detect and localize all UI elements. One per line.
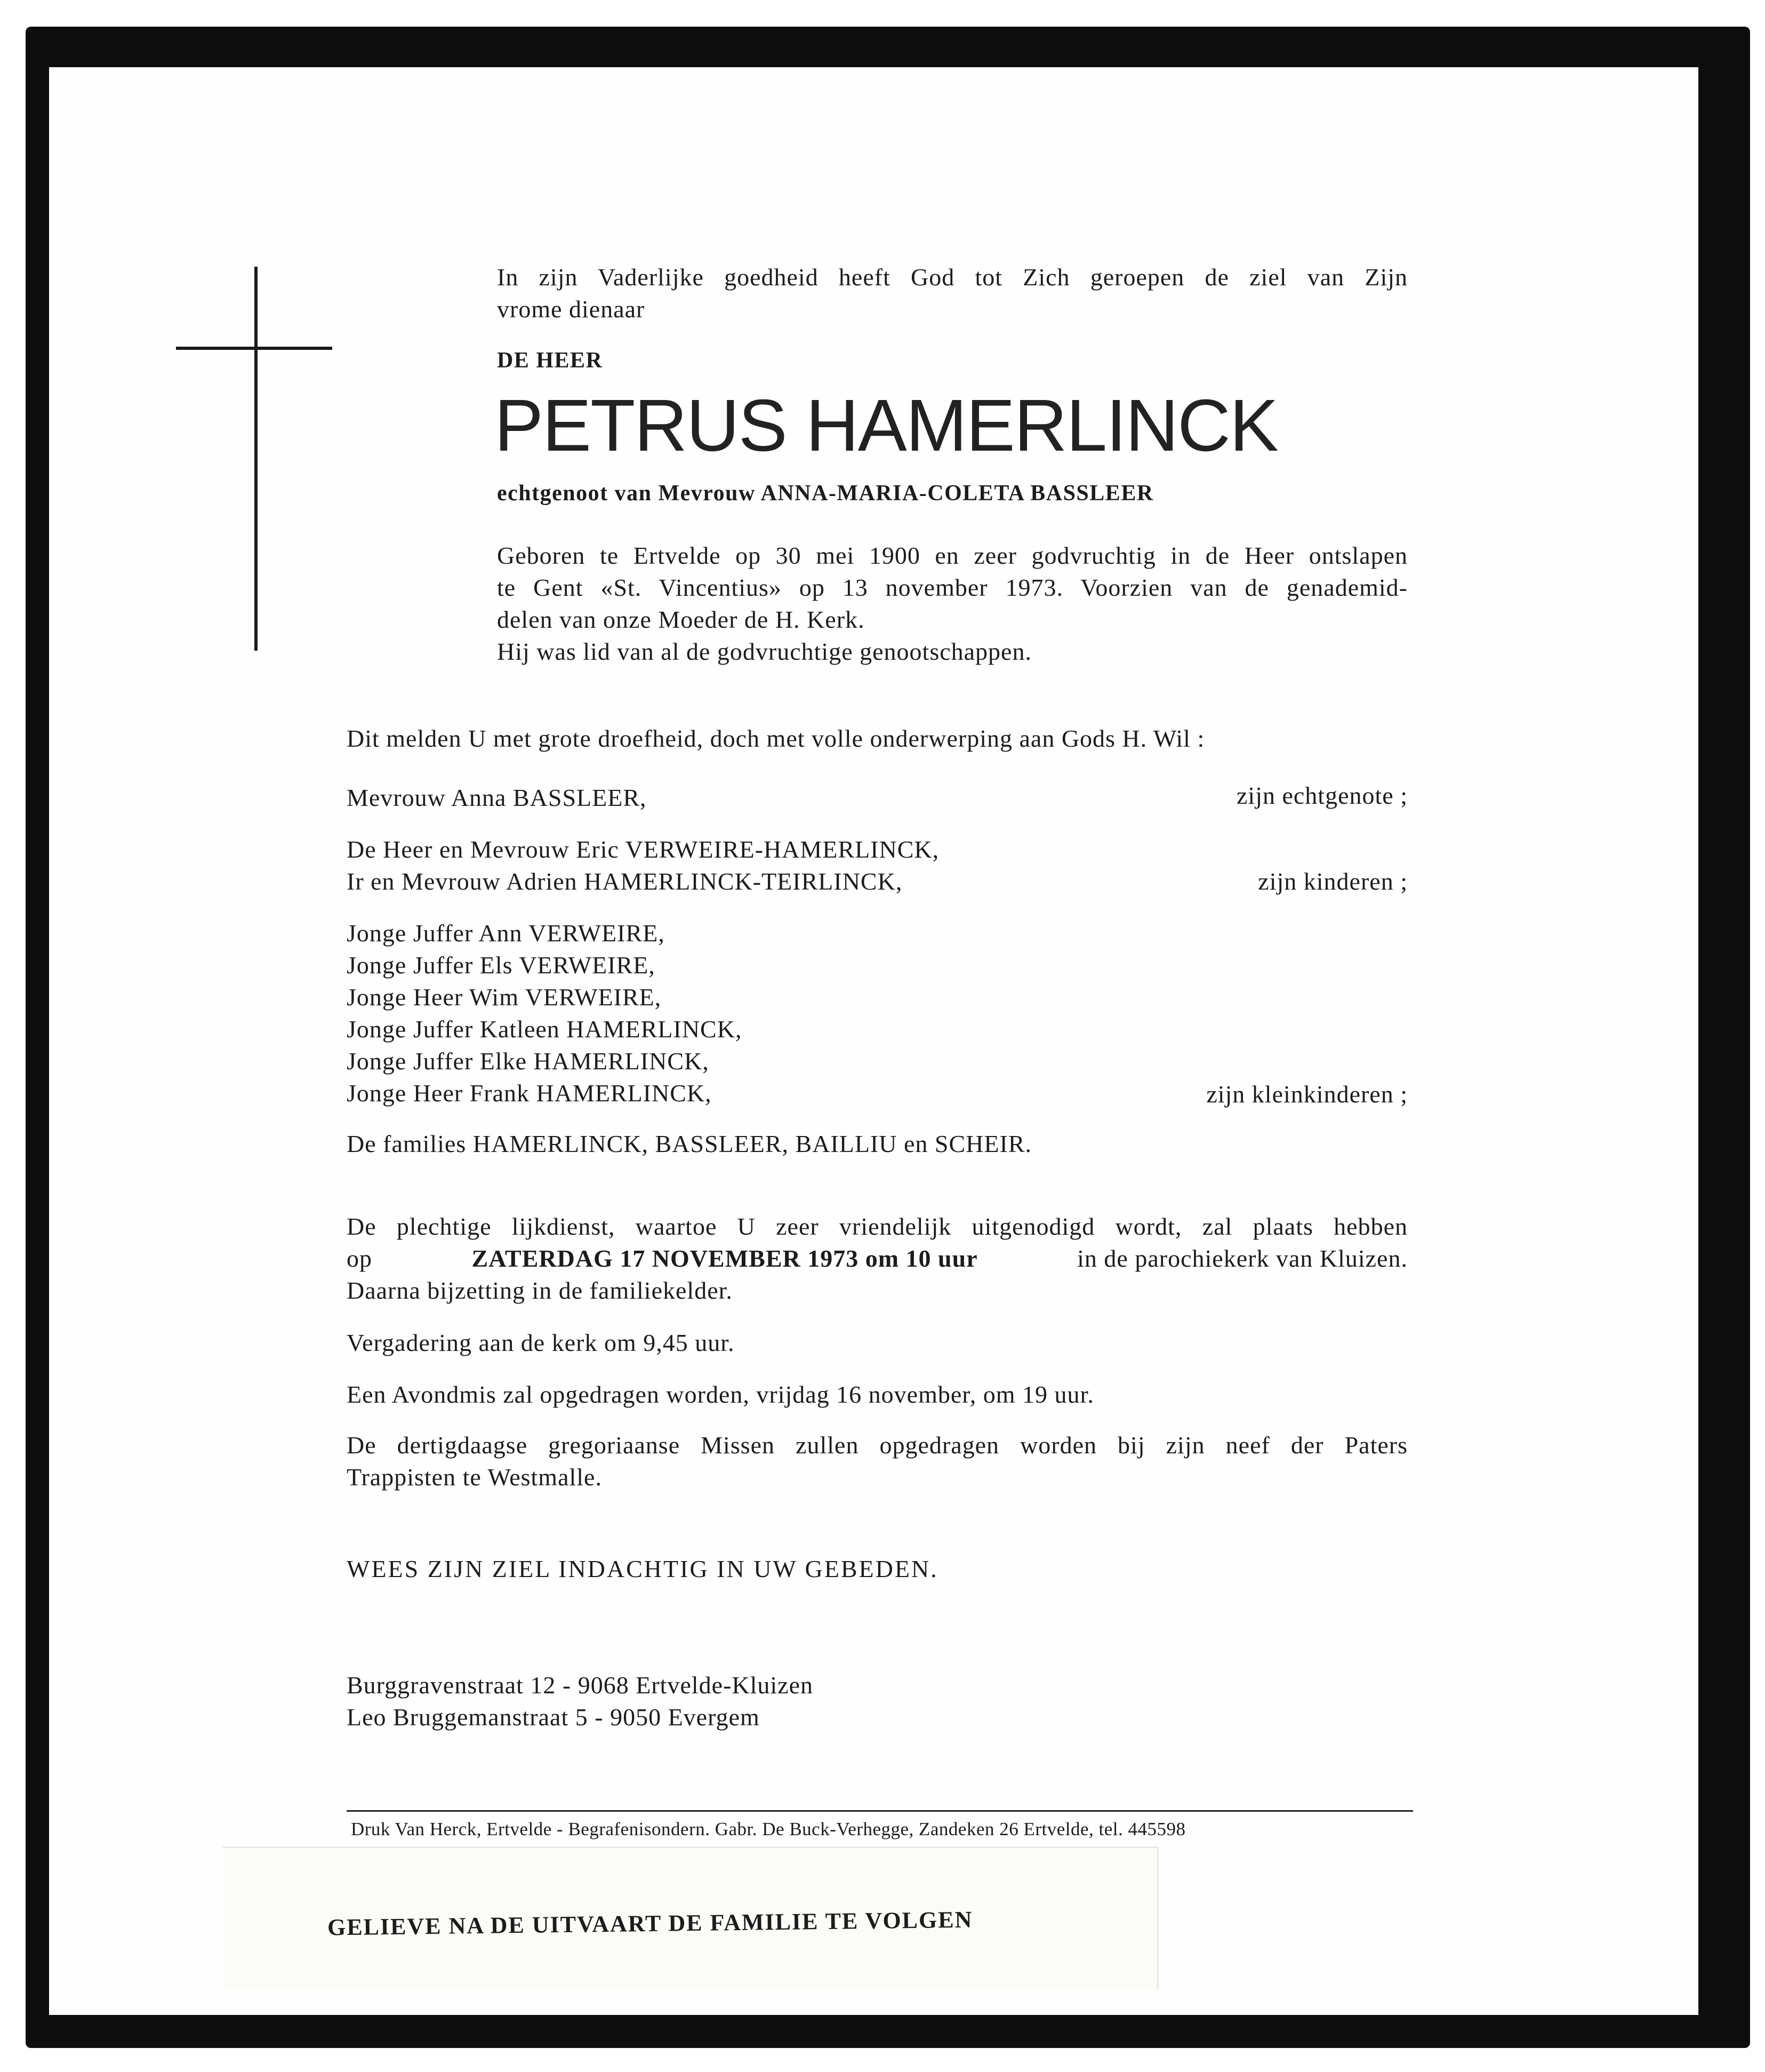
widow: Mevrouw Anna BASSLEER,	[347, 784, 647, 811]
evening-mass: Een Avondmis zal opgedragen worden, vrijdag 16 november, om 19 uur.	[347, 1381, 1094, 1408]
grandchild-3: Jonge Heer Wim VERWEIRE,	[347, 983, 662, 1011]
bio-line-3: delen van onze Moeder de H. Kerk.	[497, 606, 865, 633]
grandchild-5: Jonge Juffer Elke HAMERLINCK,	[347, 1047, 709, 1075]
meeting: Vergadering aan de kerk om 9,45 uur.	[347, 1329, 735, 1356]
families-line: De families HAMERLINCK, BASSLEER, BAILLIU en SCHEIR.	[347, 1130, 1032, 1157]
children-role: zijn kinderen ;	[1258, 868, 1408, 895]
grandchild-4: Jonge Juffer Katleen HAMERLINCK,	[347, 1015, 742, 1043]
masses-line-2: Trappisten te Westmalle.	[347, 1463, 602, 1491]
service-line-2	[347, 1243, 1408, 1275]
intro-line-1: In zijn Vaderlijke goedheid heeft God tot Zich geroepen de ziel van Zijn	[497, 263, 1408, 291]
grandchildren-role: zijn kleinkinderen ;	[1206, 1081, 1408, 1108]
widow-role: zijn echtgenote ;	[1237, 782, 1408, 809]
announcement: Dit melden U met grote droefheid, doch met volle onderwerping aan Gods H. Wil :	[347, 725, 1205, 752]
printer-info: Druk Van Herck, Ertvelde - Begrafenisondern. Gabr. De Buck-Verhegge, Zandeken 26 Ertvelde, tel. 445598	[351, 1819, 1186, 1839]
prayer: WEES ZIJN ZIEL INDACHTIG IN UW GEBEDEN.	[347, 1555, 938, 1582]
service-datetime: ZATERDAG 17 NOVEMBER 1973 om 10 uur	[471, 1245, 978, 1272]
grandchild-6: Jonge Heer Frank HAMERLINCK,	[347, 1079, 712, 1107]
attached-label	[223, 1846, 1159, 1990]
bio-line-1: Geboren te Ertvelde op 30 mei 1900 en zeer godvruchtig in de Heer ontslapen	[497, 542, 1408, 569]
cross-icon-bar	[176, 347, 332, 350]
spouse-line: echtgenoot van Mevrouw ANNA-MARIA-COLETA BASSLEER	[497, 481, 1154, 506]
cross-icon	[254, 267, 258, 651]
address-2: Leo Bruggemanstraat 5 - 9050 Evergem	[347, 1703, 760, 1731]
child-2: Ir en Mevrouw Adrien HAMERLINCK-TEIRLINCK,	[347, 868, 903, 895]
footer-rule	[347, 1810, 1413, 1812]
service-line-3: Daarna bijzetting in de familiekelder.	[347, 1277, 733, 1304]
grandchild-2: Jonge Juffer Els VERWEIRE,	[347, 951, 655, 979]
bio-line-4: Hij was lid van al de godvruchtige genootschappen.	[497, 638, 1032, 665]
address-1: Burggravenstraat 12 - 9068 Ertvelde-Kluizen	[347, 1671, 813, 1699]
deceased-name: PETRUS HAMERLINCK	[494, 385, 1278, 467]
label-text: GELIEVE NA DE UITVAART DE FAMILIE TE VOLGEN	[327, 1906, 973, 1941]
child-1: De Heer en Mevrouw Eric VERWEIRE-HAMERLINCK,	[347, 836, 940, 863]
grandchild-1: Jonge Juffer Ann VERWEIRE,	[347, 919, 665, 947]
honorific: DE HEER	[497, 348, 603, 373]
service-pre: op	[347, 1245, 372, 1272]
intro-line-2: vrome dienaar	[497, 295, 645, 323]
bio-line-2: te Gent «St. Vincentius» op 13 november 1973. Voorzien van de genademid-	[497, 574, 1408, 601]
service-line-1: De plechtige lijkdienst, waartoe U zeer vriendelijk uitgenodigd wordt, zal plaats hebben	[347, 1213, 1408, 1240]
masses-line-1: De dertigdaagse gregoriaanse Missen zullen opgedragen worden bij zijn neef der Paters	[347, 1431, 1408, 1459]
service-place: in de parochiekerk van Kluizen.	[1077, 1245, 1408, 1272]
paper-sheet	[49, 67, 1698, 2015]
